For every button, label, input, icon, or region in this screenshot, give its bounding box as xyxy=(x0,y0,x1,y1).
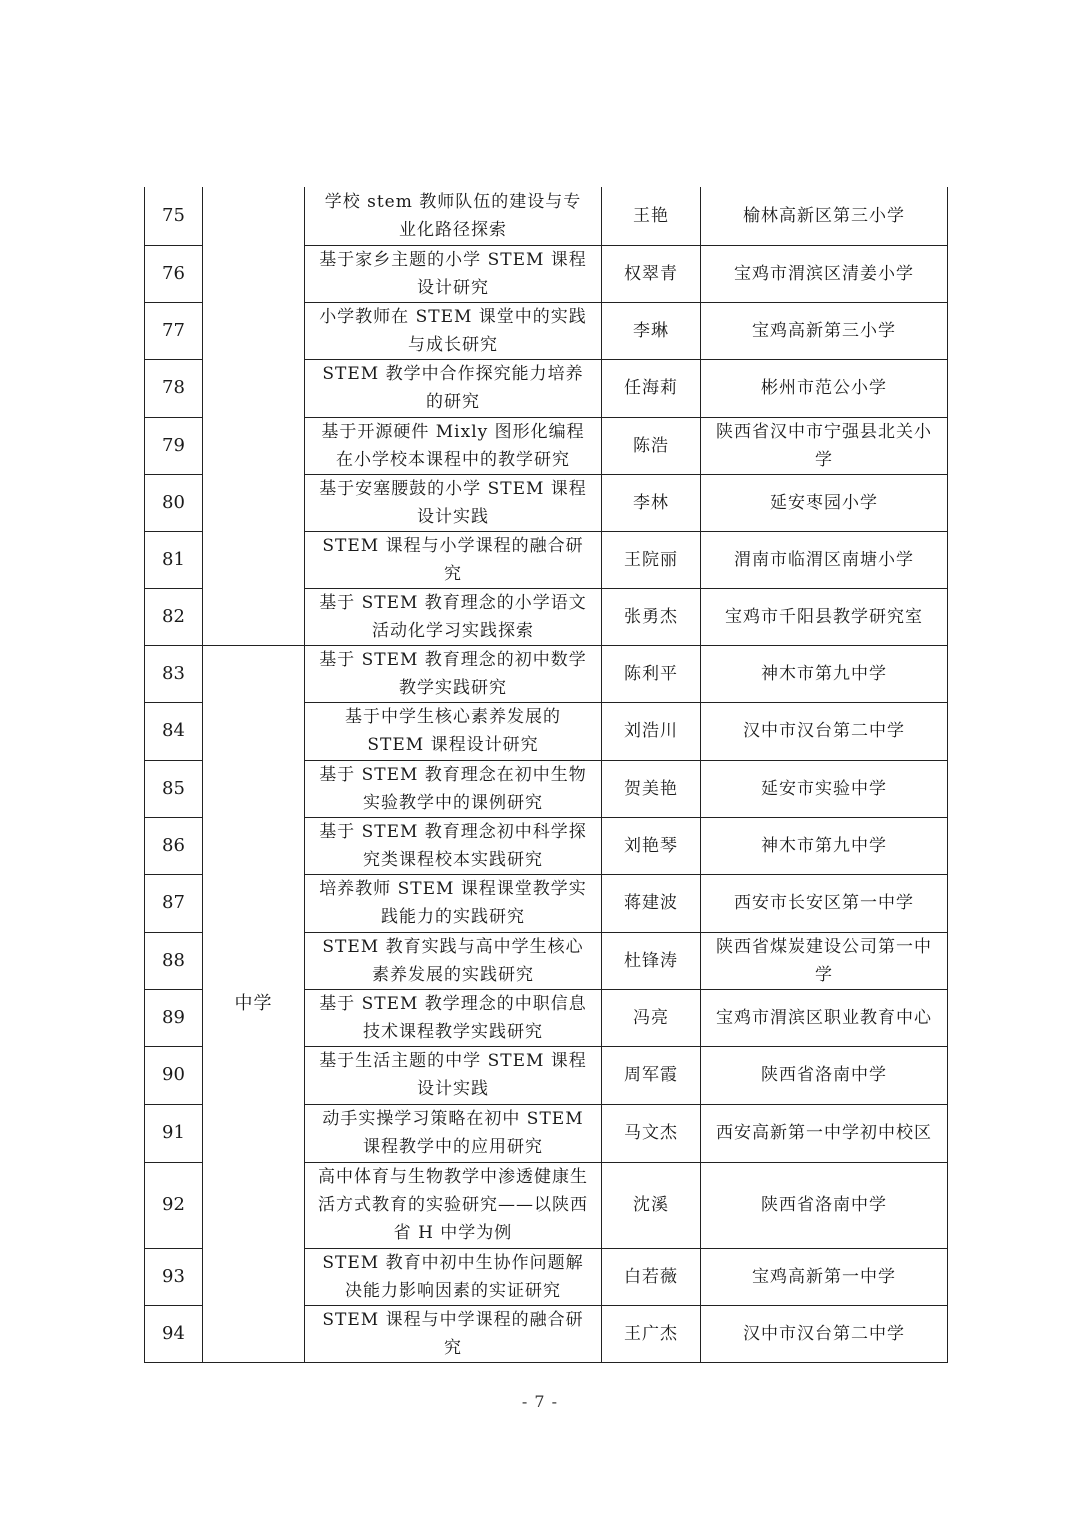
organization: 宝鸡高新第一中学 xyxy=(701,1248,948,1305)
row-number: 91 xyxy=(145,1104,203,1162)
page-number: - 7 - xyxy=(521,1392,559,1411)
researcher-name: 任海莉 xyxy=(602,359,701,417)
project-title: 基于家乡主题的小学 STEM 课程设计研究 xyxy=(305,245,602,302)
researcher-name: 王广杰 xyxy=(602,1305,701,1362)
researcher-name: 李琳 xyxy=(602,302,701,359)
organization: 陕西省洛南中学 xyxy=(701,1162,948,1248)
school-level-cell: 中学 xyxy=(203,645,305,1362)
row-number: 90 xyxy=(145,1046,203,1104)
school-level-cell xyxy=(203,187,305,645)
researcher-name: 陈浩 xyxy=(602,417,701,474)
organization: 宝鸡高新第三小学 xyxy=(701,302,948,359)
row-number: 78 xyxy=(145,359,203,417)
organization: 延安市实验中学 xyxy=(701,760,948,817)
project-title: STEM 课程与小学课程的融合研究 xyxy=(305,531,602,588)
organization: 延安枣园小学 xyxy=(701,474,948,531)
row-number: 85 xyxy=(145,760,203,817)
project-title: STEM 教学中合作探究能力培养的研究 xyxy=(305,359,602,417)
row-number: 94 xyxy=(145,1305,203,1362)
organization: 汉中市汉台第二中学 xyxy=(701,702,948,760)
organization: 彬州市范公小学 xyxy=(701,359,948,417)
table-row xyxy=(145,187,948,245)
project-title: 基于安塞腰鼓的小学 STEM 课程设计实践 xyxy=(305,474,602,531)
researcher-name: 李林 xyxy=(602,474,701,531)
researcher-name: 蒋建波 xyxy=(602,874,701,932)
project-title: STEM 教育中初中生协作问题解决能力影响因素的实证研究 xyxy=(305,1248,602,1305)
row-number: 80 xyxy=(145,474,203,531)
row-number: 83 xyxy=(145,645,203,702)
project-title: 基于开源硬件 Mixly 图形化编程在小学校本课程中的教学研究 xyxy=(305,417,602,474)
researcher-name: 马文杰 xyxy=(602,1104,701,1162)
row-number: 81 xyxy=(145,531,203,588)
researcher-name: 陈利平 xyxy=(602,645,701,702)
researcher-name: 王艳 xyxy=(602,187,701,245)
organization: 汉中市汉台第二中学 xyxy=(701,1305,948,1362)
project-title: 高中体育与生物教学中渗透健康生活方式教育的实验研究——以陕西省 H 中学为例 xyxy=(305,1162,602,1248)
project-title: 培养教师 STEM 课程课堂教学实践能力的实践研究 xyxy=(305,874,602,932)
organization: 西安市长安区第一中学 xyxy=(701,874,948,932)
row-number: 86 xyxy=(145,817,203,874)
researcher-name: 刘艳琴 xyxy=(602,817,701,874)
project-title: 基于中学生核心素养发展的 STEM 课程设计研究 xyxy=(305,702,602,760)
row-number: 87 xyxy=(145,874,203,932)
project-title: 基于 STEM 教育理念在初中生物实验教学中的课例研究 xyxy=(305,760,602,817)
organization: 神木市第九中学 xyxy=(701,645,948,702)
researcher-name: 白若薇 xyxy=(602,1248,701,1305)
researcher-name: 张勇杰 xyxy=(602,588,701,645)
table-body xyxy=(145,187,948,1362)
project-title: STEM 教育实践与高中学生核心素养发展的实践研究 xyxy=(305,932,602,989)
researcher-name: 周军霞 xyxy=(602,1046,701,1104)
researcher-name: 贺美艳 xyxy=(602,760,701,817)
organization: 宝鸡市千阳县教学研究室 xyxy=(701,588,948,645)
project-title: 基于 STEM 教育理念的初中数学教学实践研究 xyxy=(305,645,602,702)
project-title: 基于 STEM 教育理念的小学语文活动化学习实践探索 xyxy=(305,588,602,645)
row-number: 77 xyxy=(145,302,203,359)
researcher-name: 冯亮 xyxy=(602,989,701,1046)
row-number: 76 xyxy=(145,245,203,302)
project-title: STEM 课程与中学课程的融合研究 xyxy=(305,1305,602,1362)
organization: 陕西省汉中市宁强县北关小学 xyxy=(701,417,948,474)
project-title: 基于 STEM 教育理念初中科学探究类课程校本实践研究 xyxy=(305,817,602,874)
researcher-name: 刘浩川 xyxy=(602,702,701,760)
organization: 渭南市临渭区南塘小学 xyxy=(701,531,948,588)
row-number: 82 xyxy=(145,588,203,645)
table-row xyxy=(145,645,948,702)
project-title: 小学教师在 STEM 课堂中的实践与成长研究 xyxy=(305,302,602,359)
project-title: 基于 STEM 教学理念的中职信息技术课程教学实践研究 xyxy=(305,989,602,1046)
project-title: 学校 stem 教师队伍的建设与专业化路径探索 xyxy=(305,187,602,245)
row-number: 84 xyxy=(145,702,203,760)
row-number: 75 xyxy=(145,187,203,245)
project-title: 动手实操学习策略在初中 STEM 课程教学中的应用研究 xyxy=(305,1104,602,1162)
row-number: 93 xyxy=(145,1248,203,1305)
row-number: 79 xyxy=(145,417,203,474)
project-title: 基于生活主题的中学 STEM 课程设计实践 xyxy=(305,1046,602,1104)
organization: 宝鸡市渭滨区清姜小学 xyxy=(701,245,948,302)
organization: 陕西省洛南中学 xyxy=(701,1046,948,1104)
researcher-name: 权翠青 xyxy=(602,245,701,302)
row-number: 89 xyxy=(145,989,203,1046)
organization: 神木市第九中学 xyxy=(701,817,948,874)
organization: 榆林高新区第三小学 xyxy=(701,187,948,245)
organization: 西安高新第一中学初中校区 xyxy=(701,1104,948,1162)
project-table xyxy=(144,187,948,1363)
row-number: 92 xyxy=(145,1162,203,1248)
organization: 陕西省煤炭建设公司第一中学 xyxy=(701,932,948,989)
researcher-name: 沈溪 xyxy=(602,1162,701,1248)
organization: 宝鸡市渭滨区职业教育中心 xyxy=(701,989,948,1046)
researcher-name: 杜锋涛 xyxy=(602,932,701,989)
researcher-name: 王院丽 xyxy=(602,531,701,588)
row-number: 88 xyxy=(145,932,203,989)
